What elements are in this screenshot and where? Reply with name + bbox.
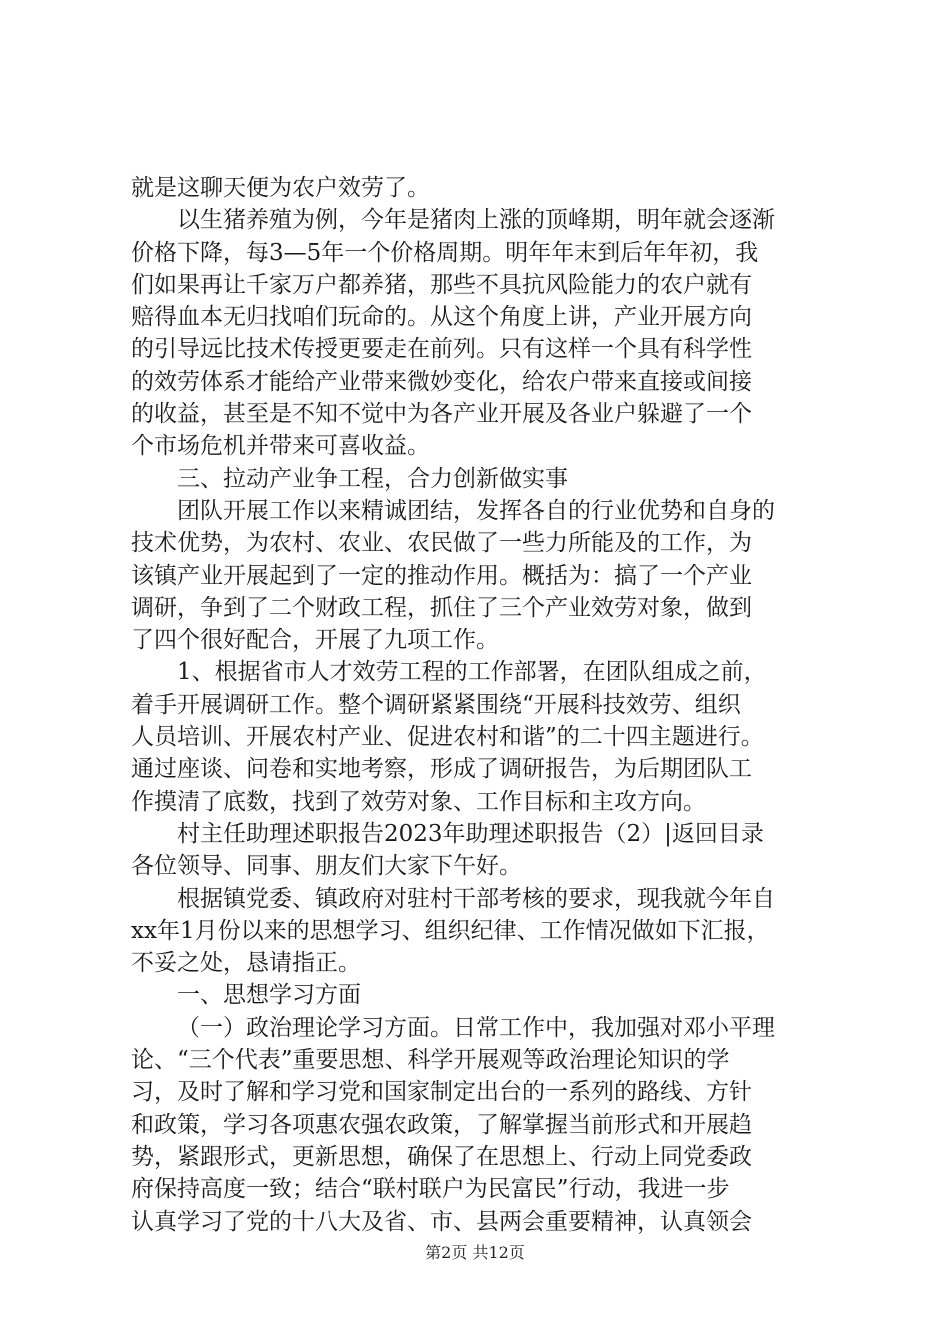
text-line: 该镇产业开展起到了一定的推动作用。概括为：搞了一个产业 xyxy=(131,562,752,589)
text-line: 调研，争到了二个财政工程，抓住了三个产业效劳对象，做到 xyxy=(131,594,752,621)
text-line: 技术优势，为农村、农业、农民做了一些力所能及的工作，为 xyxy=(131,530,752,557)
text-line: 就是这聊天便为农户效劳了。 xyxy=(131,175,430,201)
text-line: 的收益，甚至是不知不觉中为各产业开展及各业户躲避了一个 xyxy=(131,401,752,428)
text-line: 作摸清了底数，找到了效劳对象、工作目标和主攻方向。 xyxy=(131,788,706,815)
text-line: 通过座谈、问卷和实地考察，形成了调研报告，为后期团队工 xyxy=(131,756,752,783)
text-line: （一）政治理论学习方面。日常工作中，我加强对邓小平理 xyxy=(177,1014,775,1041)
text-line: 赔得血本无归找咱们玩命的。从这个角度上讲，产业开展方向 xyxy=(131,304,752,331)
text-line: 了四个很好配合，开展了九项工作。 xyxy=(131,627,499,654)
text-line: 人员培训、开展农村产业、促进农村和谐”的二十四主题进行。 xyxy=(131,724,764,751)
text-line: 1、根据省市人才效劳工程的工作部署，在团队组成之前， xyxy=(177,659,767,686)
text-line: 团队开展工作以来精诚团结，发挥各自的行业优势和自身的 xyxy=(177,497,775,524)
page-footer: 第2页 共12页 xyxy=(425,1243,525,1262)
text-line: xx年1月份以来的思想学习、组织纪律、工作情况做如下汇报， xyxy=(131,917,770,944)
text-line: 个市场危机并带来可喜收益。 xyxy=(131,433,430,460)
text-line: 习，及时了解和学习党和国家制定出台的一系列的路线、方针 xyxy=(131,1079,752,1106)
text-line: 村主任助理述职报告2023年助理述职报告（2）|返回目录 xyxy=(177,820,764,847)
text-line: 府保持高度一致；结合“联村联户为民富民”行动，我进一步 xyxy=(131,1176,730,1203)
text-line: 以生猪养殖为例，今年是猪肉上涨的顶峰期，明年就会逐渐 xyxy=(177,207,775,234)
text-line: 一、思想学习方面 xyxy=(177,982,361,1009)
text-line: 三、拉动产业争工程，合力创新做实事 xyxy=(177,465,568,492)
text-line: 不妥之处，恳请指正。 xyxy=(131,950,361,977)
text-line: 势，紧跟形式，更新思想，确保了在思想上、行动上同党委政 xyxy=(131,1143,752,1170)
text-line: 着手开展调研工作。整个调研紧紧围绕“开展科技效劳、组织 xyxy=(131,691,741,718)
text-line: 认真学习了党的十八大及省、市、县两会重要精神，认真领会 xyxy=(131,1208,752,1235)
text-line: 的效劳体系才能给产业带来微妙变化，给农户带来直接或间接 xyxy=(131,368,752,395)
text-line: 各位领导、同事、朋友们大家下午好。 xyxy=(131,853,522,880)
text-line: 和政策，学习各项惠农强农政策，了解掌握当前形式和开展趋 xyxy=(131,1111,752,1138)
text-line: 的引导远比技术传授更要走在前列。只有这样一个具有科学性 xyxy=(131,336,752,363)
text-line: 们如果再让千家万户都养猪，那些不具抗风险能力的农户就有 xyxy=(131,271,752,298)
text-line: 论、“三个代表”重要思想、科学开展观等政治理论知识的学 xyxy=(131,1047,730,1074)
text-line: 价格下降，每3—5年一个价格周期。明年年末到后年年初，我 xyxy=(131,239,759,266)
text-line: 根据镇党委、镇政府对驻村干部考核的要求，现我就今年自 xyxy=(177,885,775,912)
document-body xyxy=(131,172,831,1238)
